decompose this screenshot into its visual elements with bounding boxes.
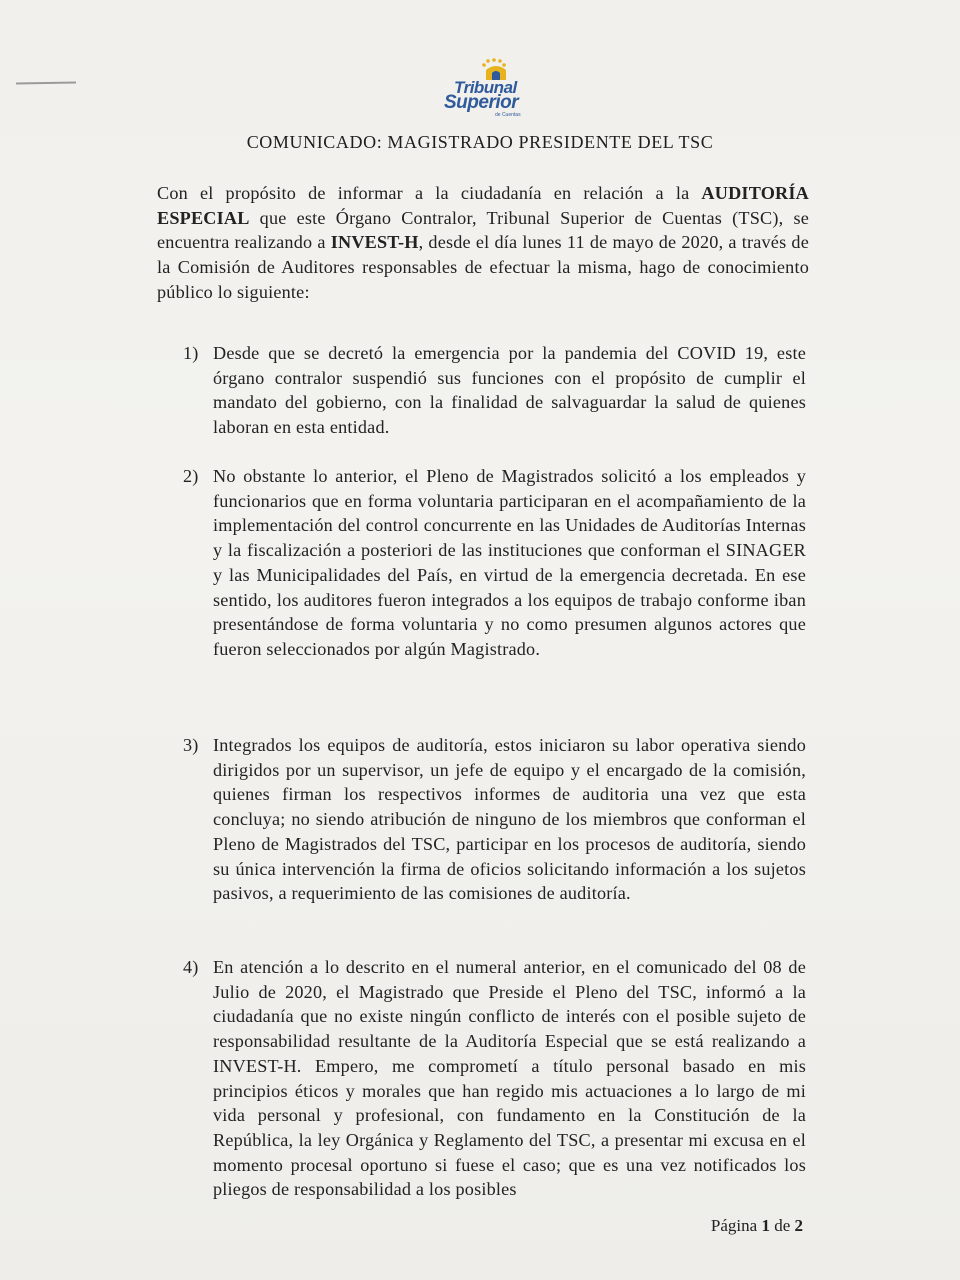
intro-bold-1: AUDITORÍA ESPECIAL [157,183,809,228]
item-number: 1) [183,343,199,363]
item-number: 2) [183,466,199,486]
item-text: No obstante lo anterior, el Pleno de Magistrados solicitó a los empleados y funcionarios que en forma voluntaria participaran en el acompañamiento de la implementación del control concurrente en las Unidades de Auditorías Internas y la fiscalización a posteriori de las instituciones que conforman el SINAGER y las Municipalidades del País, en virtud de la emergencia decretada. En ese sentido, los auditores fueron integrados a los equipos de trabajo conforme iban presentándose de forma voluntaria y no como presumen algunos actores que fueron seleccionados por algún Magistrado. [213,466,806,659]
item-text: En atención a lo descrito en el numeral anterior, en el comunicado del 08 de Julio de 2020, el Magistrado que Preside el Pleno del TSC, informó a la ciudadanía que no existe ningún conflicto de interés con el posible sujeto de responsabilidad resultante de la Auditoría Especial que se está realizando a INVEST-H. Empero, me comprometí a título personal basado en mis principios éticos y morales que han regido mis actuaciones a lo largo de mi vida personal y profesional, con fundamento en la Constitución de la República, la ley Orgánica y Reglamento del TSC, a presentar mi excusa en el momento procesal oportuno si fuese el caso; que es una vez notificados los pliegos de responsabilidad a los posibles [213,957,806,1200]
intro-text-3: , desde el día lunes 11 de mayo de 2020, a través de la Comisión de Auditores responsables de efectuar la misma, hago de conocimiento público lo siguiente: [157,232,809,302]
tsc-logo [440,56,530,122]
total-pages: 2 [794,1216,803,1235]
page-of: de [774,1216,791,1235]
intro-paragraph [157,181,809,305]
item-text: Integrados los equipos de auditoría, estos iniciaron su labor operativa siendo dirigidos por un supervisor, un jefe de equipo y el encargado de la comisión, quienes firman los respectivos informes de auditoria una vez que esta concluya; no siendo atribución de ninguno de los miembros que conforman el Pleno de Magistrados del TSC, participar en los procesos de auditoría, siendo su única intervención la firma de oficios solicitando información a los sujetos pasivos, a requerimiento de las comisiones de auditoría. [213,735,806,904]
intro-text-1: Con el propósito de informar a la ciudadanía en relación a la [157,183,702,203]
page-number [711,1216,803,1236]
logo-text-line1: Tribunal [454,78,517,97]
intro-bold-2: INVEST-H [330,232,419,253]
logo-text-line3: de Cuentas [495,112,521,118]
paper-mark [16,81,76,84]
item-number: 4) [183,957,199,977]
current-page: 1 [761,1216,770,1235]
intro-text-2: que este Órgano Contralor, Tribunal Superior de Cuentas (TSC), se encuentra realizando a [157,207,809,253]
logo-text-line2: Superior [444,92,519,113]
item-text: Desde que se decretó la emergencia por la pandemia del COVID 19, este órgano contralor suspendió sus funciones con el propósito de cumplir el mandato del gobierno, con la finalidad de salvaguardar la salud de quienes laboran en esta entidad. [213,343,806,438]
page-label: Página [710,1216,758,1235]
document-title: COMUNICADO: MAGISTRADO PRESIDENTE DEL TSC [246,132,714,152]
item-number: 3) [183,735,199,755]
